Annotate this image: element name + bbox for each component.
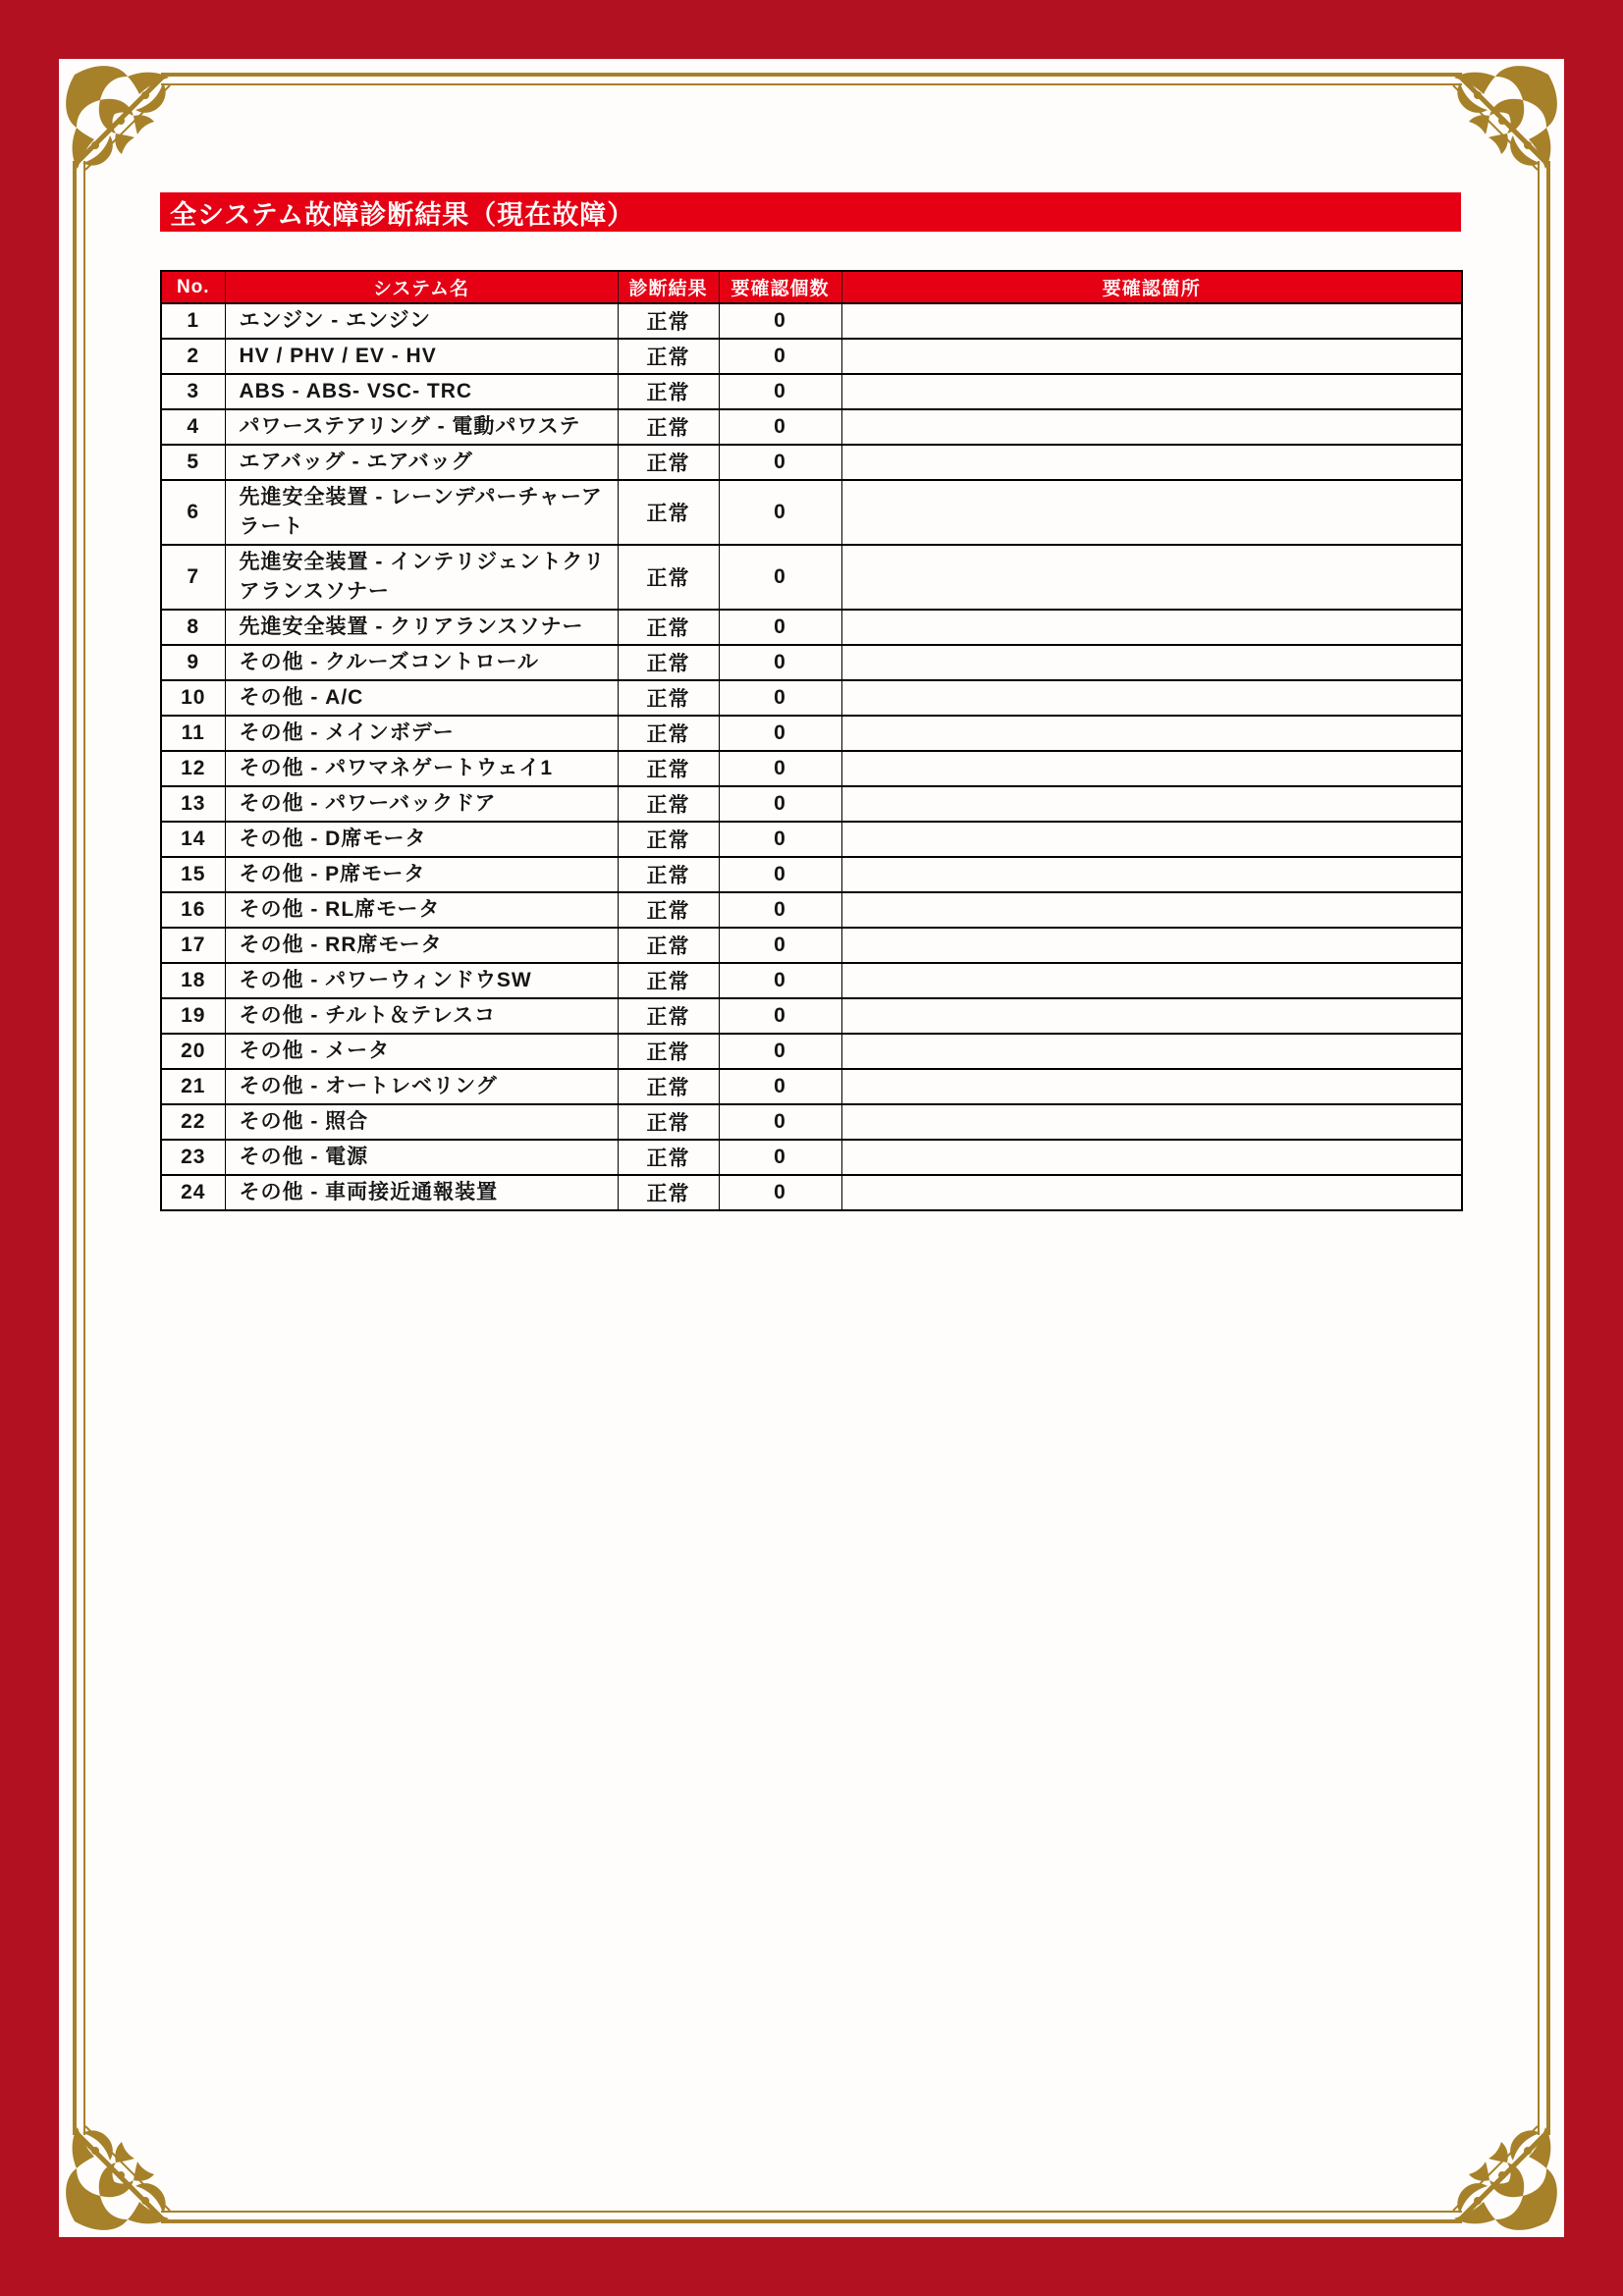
cell-no: 20: [161, 1034, 225, 1069]
cell-result: 正常: [618, 1069, 719, 1104]
table-row: [161, 303, 1462, 339]
cell-count: 0: [719, 963, 841, 998]
cell-count: 0: [719, 751, 841, 786]
table-row: [161, 480, 1462, 545]
cell-result: 正常: [618, 645, 719, 680]
cell-system: その他 - D席モータ: [225, 822, 618, 857]
corner-ornament-icon: [59, 2090, 206, 2237]
table-row: [161, 374, 1462, 409]
cell-locations: [841, 645, 1462, 680]
cell-no: 14: [161, 822, 225, 857]
cell-count: 0: [719, 1175, 841, 1210]
cell-system: その他 - パワマネゲートウェイ1: [225, 751, 618, 786]
cell-no: 12: [161, 751, 225, 786]
cell-no: 19: [161, 998, 225, 1034]
cell-result: 正常: [618, 822, 719, 857]
page-title: 全システム故障診断結果（現在故障）: [160, 192, 1461, 232]
diagnosis-table: [160, 270, 1463, 1211]
cell-count: 0: [719, 1034, 841, 1069]
cell-locations: [841, 751, 1462, 786]
header-count: 要確認個数: [719, 271, 841, 303]
cell-locations: [841, 409, 1462, 445]
cell-no: 15: [161, 857, 225, 892]
cell-result: 正常: [618, 480, 719, 545]
cell-result: 正常: [618, 680, 719, 716]
cell-count: 0: [719, 1140, 841, 1175]
cell-locations: [841, 857, 1462, 892]
cell-system: その他 - RR席モータ: [225, 928, 618, 963]
cell-result: 正常: [618, 786, 719, 822]
cell-no: 13: [161, 786, 225, 822]
cell-no: 24: [161, 1175, 225, 1210]
cell-locations: [841, 545, 1462, 610]
cell-system: その他 - パワーウィンドウSW: [225, 963, 618, 998]
table-row: [161, 409, 1462, 445]
cell-count: 0: [719, 303, 841, 339]
cell-system: 先進安全装置 - クリアランスソナー: [225, 610, 618, 645]
cell-locations: [841, 1069, 1462, 1104]
cell-no: 8: [161, 610, 225, 645]
cell-system: その他 - A/C: [225, 680, 618, 716]
cell-count: 0: [719, 892, 841, 928]
cell-system: その他 - チルト＆テレスコ: [225, 998, 618, 1034]
cell-locations: [841, 716, 1462, 751]
table-row: [161, 1140, 1462, 1175]
cell-locations: [841, 480, 1462, 545]
cell-count: 0: [719, 716, 841, 751]
cell-locations: [841, 928, 1462, 963]
cell-no: 7: [161, 545, 225, 610]
table-row: [161, 610, 1462, 645]
cell-count: 0: [719, 822, 841, 857]
cell-locations: [841, 1175, 1462, 1210]
table-row: [161, 822, 1462, 857]
cell-result: 正常: [618, 610, 719, 645]
cell-locations: [841, 822, 1462, 857]
cell-result: 正常: [618, 409, 719, 445]
cell-locations: [841, 610, 1462, 645]
cell-result: 正常: [618, 751, 719, 786]
table-row: [161, 445, 1462, 480]
table-row: [161, 998, 1462, 1034]
cell-locations: [841, 339, 1462, 374]
cell-count: 0: [719, 680, 841, 716]
header-system: システム名: [225, 271, 618, 303]
cell-locations: [841, 1104, 1462, 1140]
cell-system: その他 - P席モータ: [225, 857, 618, 892]
cell-system: その他 - RL席モータ: [225, 892, 618, 928]
cell-result: 正常: [618, 545, 719, 610]
cell-count: 0: [719, 1104, 841, 1140]
cell-system: パワーステアリング - 電動パワステ: [225, 409, 618, 445]
cell-count: 0: [719, 409, 841, 445]
header-no: No.: [161, 271, 225, 303]
cell-count: 0: [719, 645, 841, 680]
cell-count: 0: [719, 545, 841, 610]
cell-count: 0: [719, 998, 841, 1034]
cell-count: 0: [719, 610, 841, 645]
cell-system: その他 - パワーバックドア: [225, 786, 618, 822]
cell-result: 正常: [618, 928, 719, 963]
cell-no: 21: [161, 1069, 225, 1104]
cell-no: 4: [161, 409, 225, 445]
cell-system: エンジン - エンジン: [225, 303, 618, 339]
cell-locations: [841, 1140, 1462, 1175]
table-row: [161, 339, 1462, 374]
cell-no: 9: [161, 645, 225, 680]
cell-result: 正常: [618, 339, 719, 374]
cell-locations: [841, 998, 1462, 1034]
cell-locations: [841, 892, 1462, 928]
cell-count: 0: [719, 786, 841, 822]
table-row: [161, 786, 1462, 822]
cell-count: 0: [719, 339, 841, 374]
cell-system: その他 - 電源: [225, 1140, 618, 1175]
cell-system: その他 - オートレベリング: [225, 1069, 618, 1104]
cell-count: 0: [719, 1069, 841, 1104]
cell-system: その他 - メインボデー: [225, 716, 618, 751]
table-row: [161, 892, 1462, 928]
header-locations: 要確認箇所: [841, 271, 1462, 303]
cell-system: エアバッグ - エアバッグ: [225, 445, 618, 480]
cell-count: 0: [719, 857, 841, 892]
cell-locations: [841, 963, 1462, 998]
table-row: [161, 928, 1462, 963]
cell-result: 正常: [618, 963, 719, 998]
table-row: [161, 716, 1462, 751]
cell-no: 5: [161, 445, 225, 480]
cell-system: HV / PHV / EV - HV: [225, 339, 618, 374]
cell-result: 正常: [618, 998, 719, 1034]
cell-result: 正常: [618, 445, 719, 480]
cell-result: 正常: [618, 1175, 719, 1210]
diagnosis-table-header: [161, 271, 1462, 303]
cell-locations: [841, 680, 1462, 716]
cell-result: 正常: [618, 716, 719, 751]
table-row: [161, 680, 1462, 716]
cell-count: 0: [719, 480, 841, 545]
cell-result: 正常: [618, 892, 719, 928]
cell-result: 正常: [618, 857, 719, 892]
cell-system: 先進安全装置 - レーンデパーチャーアラート: [225, 480, 618, 545]
cell-no: 11: [161, 716, 225, 751]
table-row: [161, 963, 1462, 998]
cell-no: 17: [161, 928, 225, 963]
corner-ornament-icon: [1417, 59, 1564, 206]
cell-locations: [841, 1034, 1462, 1069]
table-row: [161, 1104, 1462, 1140]
header-result: 診断結果: [618, 271, 719, 303]
cell-result: 正常: [618, 1140, 719, 1175]
cell-count: 0: [719, 374, 841, 409]
cell-system: その他 - メータ: [225, 1034, 618, 1069]
cell-count: 0: [719, 445, 841, 480]
corner-ornament-icon: [59, 59, 206, 206]
cell-locations: [841, 786, 1462, 822]
cell-system: その他 - 車両接近通報装置: [225, 1175, 618, 1210]
table-row: [161, 545, 1462, 610]
cell-system: ABS - ABS- VSC- TRC: [225, 374, 618, 409]
cell-count: 0: [719, 928, 841, 963]
table-row: [161, 857, 1462, 892]
cell-result: 正常: [618, 303, 719, 339]
table-row: [161, 1069, 1462, 1104]
cell-result: 正常: [618, 1104, 719, 1140]
cell-system: その他 - 照合: [225, 1104, 618, 1140]
table-row: [161, 1175, 1462, 1210]
cell-result: 正常: [618, 374, 719, 409]
cell-result: 正常: [618, 1034, 719, 1069]
table-row: [161, 751, 1462, 786]
cell-system: 先進安全装置 - インテリジェントクリアランスソナー: [225, 545, 618, 610]
cell-no: 2: [161, 339, 225, 374]
cell-no: 16: [161, 892, 225, 928]
cell-no: 10: [161, 680, 225, 716]
cell-locations: [841, 374, 1462, 409]
cell-locations: [841, 445, 1462, 480]
table-row: [161, 1034, 1462, 1069]
corner-ornament-icon: [1417, 2090, 1564, 2237]
cell-no: 18: [161, 963, 225, 998]
table-row: [161, 645, 1462, 680]
cell-locations: [841, 303, 1462, 339]
cell-system: その他 - クルーズコントロール: [225, 645, 618, 680]
cell-no: 1: [161, 303, 225, 339]
cell-no: 23: [161, 1140, 225, 1175]
cell-no: 22: [161, 1104, 225, 1140]
cell-no: 6: [161, 480, 225, 545]
cell-no: 3: [161, 374, 225, 409]
